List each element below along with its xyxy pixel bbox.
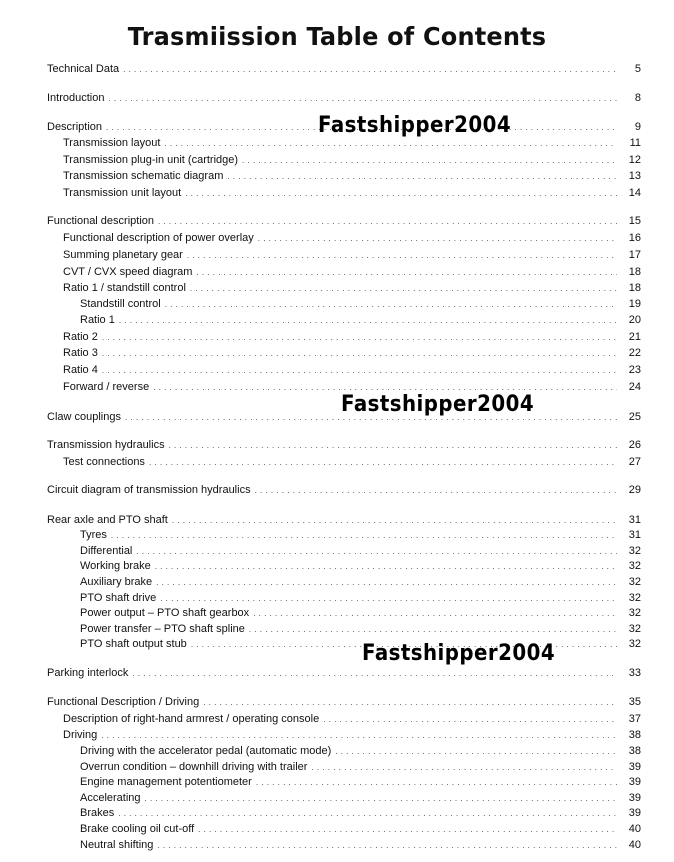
toc-entry-page: 18 bbox=[628, 266, 641, 278]
toc-entry-page: 32 bbox=[628, 607, 641, 619]
toc-entry-label: PTO shaft output stub bbox=[80, 638, 187, 650]
toc-entry-label: Summing planetary gear bbox=[63, 249, 183, 261]
dot-leader bbox=[119, 313, 617, 329]
watermark: Fastshipper2004 bbox=[362, 641, 556, 666]
toc-entry-page: 14 bbox=[628, 187, 641, 199]
toc-entry-label: Overrun condition – downhill driving with trailer bbox=[80, 761, 308, 773]
watermark: Fastshipper2004 bbox=[341, 392, 535, 417]
toc-entry-label: Driving with the accelerator pedal (automatic mode) bbox=[80, 745, 332, 757]
toc-entry[interactable] bbox=[80, 621, 641, 637]
toc-entry[interactable] bbox=[80, 759, 641, 775]
toc-entry-label: Transmission schematic diagram bbox=[63, 170, 224, 182]
dot-leader bbox=[253, 606, 617, 622]
toc-entry[interactable] bbox=[47, 665, 641, 681]
toc-entry-label: Ratio 1 / standstill control bbox=[63, 282, 186, 294]
dot-leader bbox=[123, 62, 617, 78]
dot-leader bbox=[164, 136, 617, 152]
toc-entry-label: Brakes bbox=[80, 807, 115, 819]
dot-leader bbox=[111, 528, 617, 544]
toc-entry-page: 40 bbox=[628, 823, 641, 835]
toc-entry[interactable] bbox=[63, 362, 641, 378]
toc-entry-page: 39 bbox=[628, 807, 641, 819]
toc-entry-page: 38 bbox=[628, 745, 641, 757]
dot-leader bbox=[256, 775, 617, 791]
toc-entry-page: 31 bbox=[628, 514, 641, 526]
toc-entry-label: Parking interlock bbox=[47, 667, 129, 679]
toc-entry-page: 21 bbox=[628, 331, 641, 343]
toc-entry[interactable] bbox=[63, 280, 641, 296]
toc-entry-page: 29 bbox=[628, 484, 641, 496]
toc-entry-page: 5 bbox=[634, 63, 641, 75]
dot-leader bbox=[335, 744, 617, 760]
dot-leader bbox=[157, 838, 617, 854]
toc-entry-page: 40 bbox=[628, 839, 641, 851]
dot-leader bbox=[165, 297, 617, 313]
toc-entry-page: 16 bbox=[628, 232, 641, 244]
toc-entry[interactable] bbox=[47, 512, 641, 528]
toc-entry[interactable] bbox=[80, 527, 641, 543]
toc-entry[interactable] bbox=[63, 727, 641, 743]
toc-entry[interactable] bbox=[80, 312, 641, 328]
toc-entry[interactable] bbox=[80, 296, 641, 312]
toc-entry-label: Differential bbox=[80, 545, 133, 557]
dot-leader bbox=[169, 438, 617, 454]
toc-entry-label: Ratio 2 bbox=[63, 331, 98, 343]
toc-entry-page: 9 bbox=[634, 121, 641, 133]
dot-leader bbox=[101, 728, 617, 744]
dot-leader bbox=[155, 559, 617, 575]
toc-entry-label: Description bbox=[47, 121, 103, 133]
toc-entry[interactable] bbox=[63, 152, 641, 168]
toc-entry[interactable] bbox=[63, 168, 641, 184]
toc-entry[interactable] bbox=[47, 482, 641, 498]
toc-entry-label: Technical Data bbox=[47, 63, 120, 75]
dot-leader bbox=[118, 806, 617, 822]
toc-entry-label: Test connections bbox=[63, 456, 145, 468]
dot-leader bbox=[185, 186, 617, 202]
toc-entry-page: 13 bbox=[628, 170, 641, 182]
toc-entry[interactable] bbox=[80, 821, 641, 837]
toc-entry-label: Auxiliary brake bbox=[80, 576, 153, 588]
toc-entry-page: 17 bbox=[628, 249, 641, 261]
toc-entry[interactable] bbox=[80, 743, 641, 759]
toc-entry-page: 39 bbox=[628, 761, 641, 773]
toc-entry-label: PTO shaft drive bbox=[80, 592, 157, 604]
toc-entry-page: 19 bbox=[628, 298, 641, 310]
toc-entry-label: Ratio 1 bbox=[80, 314, 115, 326]
toc-entry-label: Standstill control bbox=[80, 298, 161, 310]
dot-leader bbox=[258, 231, 617, 247]
toc-entry[interactable] bbox=[47, 61, 641, 77]
toc-entry-label: Transmission hydraulics bbox=[47, 439, 165, 451]
toc-entry-page: 32 bbox=[628, 623, 641, 635]
toc-entry-page: 23 bbox=[628, 364, 641, 376]
toc-entry-page: 22 bbox=[628, 347, 641, 359]
toc-entry-page: 33 bbox=[628, 667, 641, 679]
toc-entry-page: 32 bbox=[628, 560, 641, 572]
document-title: Trasmiission Table of Contents bbox=[127, 22, 547, 51]
dot-leader bbox=[108, 91, 617, 107]
dot-leader bbox=[149, 455, 617, 471]
toc-entry-page: 35 bbox=[628, 696, 641, 708]
toc-entry-page: 27 bbox=[628, 456, 641, 468]
dot-leader bbox=[156, 575, 617, 591]
toc-entry[interactable] bbox=[80, 774, 641, 790]
toc-entry-label: CVT / CVX speed diagram bbox=[63, 266, 193, 278]
toc-entry[interactable] bbox=[80, 636, 641, 652]
dot-leader bbox=[190, 281, 617, 297]
toc-entry-label: Circuit diagram of transmission hydraulics bbox=[47, 484, 251, 496]
toc-entry-label: Tyres bbox=[80, 529, 107, 541]
dot-leader bbox=[196, 265, 617, 281]
dot-leader bbox=[102, 330, 617, 346]
toc-entry-label: Transmission layout bbox=[63, 137, 161, 149]
toc-entry-label: Accelerating bbox=[80, 792, 141, 804]
toc-entry-label: Power transfer – PTO shaft spline bbox=[80, 623, 245, 635]
dot-leader bbox=[227, 169, 617, 185]
toc-entry-page: 15 bbox=[628, 215, 641, 227]
toc-entry-page: 37 bbox=[628, 713, 641, 725]
toc-entry[interactable] bbox=[63, 264, 641, 280]
toc-entry[interactable] bbox=[80, 543, 641, 559]
toc-entry-page: 31 bbox=[628, 529, 641, 541]
toc-entry-page: 8 bbox=[634, 92, 641, 104]
toc-entry-page: 20 bbox=[628, 314, 641, 326]
toc-entry[interactable] bbox=[63, 185, 641, 201]
dot-leader bbox=[132, 666, 617, 682]
toc-entry-page: 32 bbox=[628, 576, 641, 588]
toc-entry-page: 39 bbox=[628, 792, 641, 804]
toc-entry-label: Rear axle and PTO shaft bbox=[47, 514, 168, 526]
toc-entry-page: 24 bbox=[628, 381, 641, 393]
toc-entry-page: 25 bbox=[628, 411, 641, 423]
toc-entry[interactable] bbox=[63, 454, 641, 470]
toc-entry[interactable] bbox=[80, 837, 641, 853]
toc-entry[interactable] bbox=[47, 213, 641, 229]
dot-leader bbox=[255, 483, 617, 499]
toc-entry-page: 32 bbox=[628, 545, 641, 557]
toc-entry[interactable] bbox=[80, 605, 641, 621]
toc-entry[interactable] bbox=[63, 711, 641, 727]
toc-entry-page: 39 bbox=[628, 776, 641, 788]
toc-entry-label: Ratio 4 bbox=[63, 364, 98, 376]
toc-entry-label: Functional Description / Driving bbox=[47, 696, 200, 708]
toc-entry-label: Ratio 3 bbox=[63, 347, 98, 359]
toc-entry-label: Description of right-hand armrest / operating console bbox=[63, 713, 320, 725]
toc-entry-label: Brake cooling oil cut-off bbox=[80, 823, 195, 835]
toc-entry-label: Functional description bbox=[47, 215, 155, 227]
toc-entry[interactable] bbox=[63, 329, 641, 345]
toc-entry[interactable] bbox=[80, 574, 641, 590]
toc-entry-label: Neutral shifting bbox=[80, 839, 154, 851]
toc-entry-page: 26 bbox=[628, 439, 641, 451]
toc-entry-label: Driving bbox=[63, 729, 98, 741]
toc-entry-page: 12 bbox=[628, 154, 641, 166]
dot-leader bbox=[323, 712, 617, 728]
watermark: Fastshipper2004 bbox=[318, 113, 512, 138]
toc-entry[interactable] bbox=[80, 790, 641, 806]
toc-entry[interactable] bbox=[63, 247, 641, 263]
toc-entry[interactable] bbox=[63, 230, 641, 246]
toc-entry-label: Transmission unit layout bbox=[63, 187, 182, 199]
dot-leader bbox=[102, 363, 617, 379]
dot-leader bbox=[158, 214, 617, 230]
toc-entry-label: Engine management potentiometer bbox=[80, 776, 252, 788]
toc-entry[interactable] bbox=[47, 437, 641, 453]
toc-entry-label: Power output – PTO shaft gearbox bbox=[80, 607, 250, 619]
toc-entry-page: 11 bbox=[629, 137, 641, 149]
toc-entry[interactable] bbox=[80, 558, 641, 574]
toc-entry-label: Functional description of power overlay bbox=[63, 232, 254, 244]
toc-entry[interactable] bbox=[80, 805, 641, 821]
toc-entry-label: Claw couplings bbox=[47, 411, 121, 423]
toc-entry-page: 38 bbox=[628, 729, 641, 741]
toc-entry-label: Forward / reverse bbox=[63, 381, 150, 393]
toc-entry[interactable] bbox=[63, 345, 641, 361]
toc-entry-page: 32 bbox=[628, 592, 641, 604]
dot-leader bbox=[242, 153, 617, 169]
toc-entry[interactable] bbox=[47, 90, 641, 106]
toc-entry[interactable] bbox=[47, 694, 641, 710]
toc-entry-page: 18 bbox=[628, 282, 641, 294]
toc-entry-label: Working brake bbox=[80, 560, 151, 572]
dot-leader bbox=[203, 695, 617, 711]
dot-leader bbox=[102, 346, 617, 362]
toc-entry-label: Introduction bbox=[47, 92, 105, 104]
toc-entry-page: 32 bbox=[628, 638, 641, 650]
toc-entry[interactable] bbox=[80, 590, 641, 606]
toc-entry-label: Transmission plug-in unit (cartridge) bbox=[63, 154, 239, 166]
dot-leader bbox=[198, 822, 617, 838]
dot-leader bbox=[187, 248, 617, 264]
